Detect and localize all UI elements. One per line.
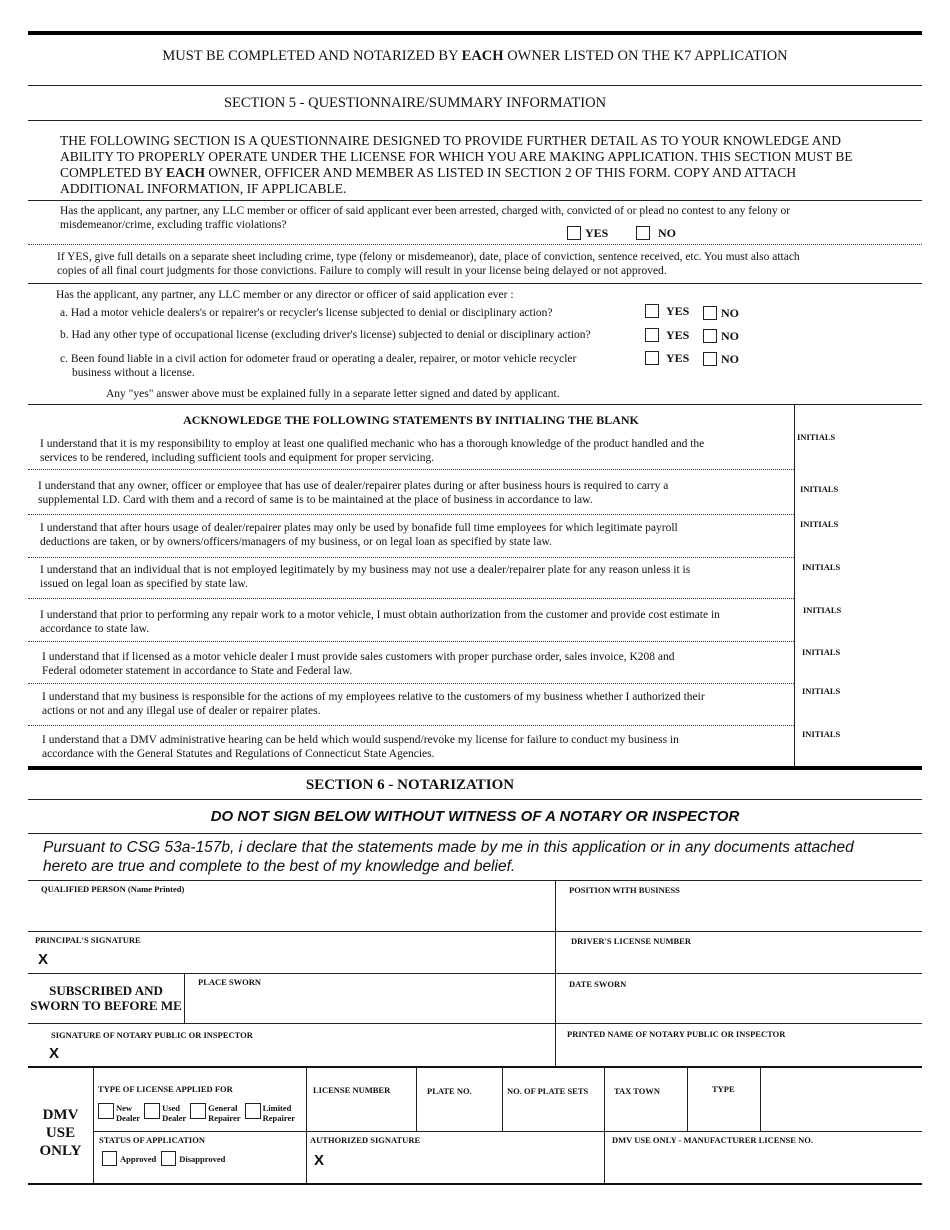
license-type-limited-repairer[interactable]	[245, 1103, 295, 1123]
disapproved-label: Disapproved	[179, 1153, 226, 1164]
no-label: NO	[721, 352, 739, 366]
general-repairer-label	[208, 1103, 240, 1123]
statement-4	[40, 563, 790, 591]
q2a-no-option[interactable]	[703, 304, 739, 322]
statement-line: I understand that any owner, officer or employee that has use of dealer/repairer plates during or after business hours is required to carry a	[38, 480, 669, 492]
q2b-yes-checkbox[interactable]	[645, 328, 659, 342]
if-yes-line: copies of all final court judgments for those convictions. Failure to comply will result in your license being delayed or not approved.	[57, 265, 667, 277]
initials-label-6: INITIALS	[802, 647, 841, 657]
principal-signature-mark: X	[38, 951, 49, 968]
column-divider	[604, 1067, 605, 1184]
column-divider	[687, 1067, 688, 1131]
rule	[28, 833, 922, 834]
statement-line: actions or not and any illegal use of dealer or repairer plates.	[42, 705, 321, 717]
declaration	[43, 838, 923, 876]
column-divider	[184, 973, 185, 1023]
manufacturer-license-field[interactable]	[610, 1148, 915, 1178]
dmv-title-line: DMV	[42, 1107, 79, 1123]
rule	[28, 283, 922, 284]
section-divider	[28, 766, 922, 770]
q1-yes-checkbox[interactable]	[567, 226, 581, 240]
license-type-used-dealer[interactable]	[144, 1103, 186, 1123]
used-dealer-label	[162, 1103, 186, 1123]
license-type-text: Repairer	[262, 1113, 295, 1123]
approved-checkbox[interactable]	[102, 1151, 117, 1166]
dmv-title-line: USE	[45, 1125, 76, 1141]
intro-text: OWNER, OFFICER AND MEMBER AS LISTED IN SECTION 2 OF THIS FORM. COPY AND ATTACH	[205, 165, 797, 180]
position-label: POSITION WITH BUSINESS	[569, 885, 680, 895]
type-of-license-label: TYPE OF LICENSE APPLIED FOR	[98, 1084, 233, 1094]
notice-text-1: MUST BE COMPLETED AND NOTARIZED BY	[162, 48, 462, 64]
declaration-line: hereto are true and complete to the best of my knowledge and belief.	[43, 858, 516, 875]
place-sworn-field[interactable]	[195, 990, 550, 1020]
dmv-use-only	[28, 1106, 93, 1160]
dotted-rule	[28, 557, 794, 558]
type-label: TYPE	[712, 1084, 735, 1094]
initials-label-5: INITIALS	[803, 605, 842, 615]
drivers-license-field[interactable]	[565, 948, 915, 972]
no-label: NO	[721, 329, 739, 343]
rule	[28, 1023, 922, 1024]
declaration-line: Pursuant to CSG 53a-157b, i declare that the statements made by me in this application or in any documents attached	[43, 839, 854, 856]
dmv-title-line: ONLY	[39, 1143, 82, 1159]
initials-label-3: INITIALS	[800, 519, 839, 529]
notary-signature-label: SIGNATURE OF NOTARY PUBLIC OR INSPECTOR	[51, 1030, 253, 1040]
approved-label: Approved	[120, 1153, 157, 1164]
section6-title: SECTION 6 - NOTARIZATION	[305, 777, 515, 793]
notary-printed-name-field[interactable]	[565, 1041, 915, 1063]
statement-5	[40, 608, 790, 636]
license-type-text: General	[208, 1103, 238, 1113]
new-dealer-label	[116, 1103, 140, 1123]
if-yes-line: If YES, give full details on a separate sheet including crime, type (felony or misdemeanor), date, place of conviction, sentence received, etc. You must also attach	[57, 251, 800, 263]
intro-text-bold: EACH	[166, 165, 206, 180]
question-1-line: misdemeanor/crime, excluding traffic violations?	[60, 219, 287, 231]
yes-label: YES	[666, 328, 690, 342]
acknowledge-title: ACKNOWLEDGE THE FOLLOWING STATEMENTS BY INITIALING THE BLANK	[183, 413, 639, 427]
subscribed-sworn	[28, 983, 184, 1013]
column-divider	[306, 1067, 307, 1184]
statement-line: I understand that an individual that is not employed legitimately by my business may not use a dealer/repairer plate for any reason unless it is	[40, 564, 691, 576]
new-dealer-checkbox[interactable]	[98, 1103, 114, 1119]
dotted-rule	[28, 598, 794, 599]
subscribed-line: SUBSCRIBED AND	[49, 983, 163, 998]
authorized-signature-field[interactable]	[330, 1148, 600, 1178]
status-label: STATUS OF APPLICATION	[99, 1135, 205, 1145]
limited-repairer-checkbox[interactable]	[245, 1103, 261, 1119]
statement-line: deductions are taken, or by owners/officers/managers of my business, or on legal loan as specified by state law.	[40, 536, 552, 548]
limited-repairer-label	[263, 1103, 295, 1123]
notice-text-2: OWNER LISTED ON THE K7 APPLICATION	[503, 48, 788, 64]
rule	[28, 200, 922, 201]
section5-intro	[60, 133, 920, 197]
if-yes-instructions	[57, 250, 922, 278]
dotted-rule	[28, 641, 794, 642]
qualified-person-label: QUALIFIED PERSON (Name Printed)	[41, 884, 185, 894]
statement-line: I understand that my business is responsible for the actions of my employees relative to the customers of my business whether I authorized their	[42, 691, 705, 703]
q2b-no-option[interactable]	[703, 327, 739, 345]
statement-line: supplemental I.D. Card with them and a record of same is to be maintained at the place of business in accordance to law.	[38, 494, 593, 506]
yes-label: YES	[666, 304, 690, 318]
date-sworn-label: DATE SWORN	[569, 979, 627, 989]
rule	[28, 85, 922, 86]
q1-no-checkbox[interactable]	[636, 226, 650, 240]
date-sworn-field[interactable]	[565, 991, 915, 1021]
statement-line: I understand that a DMV administrative hearing can be held which would suspend/revoke my license for failure to conduct my business in	[42, 734, 679, 746]
principal-signature-label: PRINCIPAL'S SIGNATURE	[35, 935, 141, 945]
place-sworn-label: PLACE SWORN	[198, 977, 262, 987]
q2c-yes-option[interactable]	[645, 349, 689, 367]
license-type-general-repairer[interactable]	[190, 1103, 240, 1123]
statement-6	[42, 650, 792, 678]
initials-column-divider	[794, 404, 795, 768]
q2c-no-checkbox[interactable]	[703, 352, 717, 366]
position-field[interactable]	[565, 897, 915, 929]
statement-8	[42, 733, 792, 761]
dotted-rule	[28, 725, 794, 726]
column-divider	[416, 1067, 417, 1131]
license-type-text: Limited	[262, 1103, 292, 1113]
dotted-rule	[28, 514, 794, 515]
status-options	[102, 1151, 225, 1166]
rule	[28, 799, 922, 800]
authorized-signature-mark: X	[314, 1152, 325, 1169]
rule	[28, 931, 922, 932]
license-type-text: Dealer	[162, 1113, 187, 1123]
statement-line: issued on legal loan as specified by state law.	[40, 578, 248, 590]
statement-line: accordance to state law.	[40, 623, 150, 635]
owner-notice	[0, 49, 950, 64]
plate-no-label: PLATE NO.	[427, 1086, 472, 1096]
q2a-no-checkbox[interactable]	[703, 306, 717, 320]
tax-town-label: TAX TOWN	[614, 1086, 661, 1096]
general-repairer-checkbox[interactable]	[190, 1103, 206, 1119]
license-type-options	[98, 1103, 295, 1123]
license-type-text: Dealer	[116, 1113, 141, 1123]
statement-3	[40, 521, 790, 549]
initials-label-4: INITIALS	[802, 562, 841, 572]
question-2a: a. Had a motor vehicle dealers's or repairer's or recycler's license subjected to denial or disciplinary action?	[60, 307, 553, 319]
statement-line: I understand that if licensed as a motor vehicle dealer I must provide sales customers with proper purchase order, sales invoice, K208 and	[42, 651, 675, 663]
top-rule	[28, 31, 922, 35]
section5-title: SECTION 5 - QUESTIONNAIRE/SUMMARY INFORMATION	[223, 95, 607, 111]
statement-line: services to be rendered, including sufficient tools and equipment for proper servicing.	[40, 452, 435, 464]
statement-line: I understand that after hours usage of dealer/repairer plates may only be used by bonafide full time employees for which legitimate payroll	[40, 522, 678, 534]
notice-text-bold: EACH	[461, 48, 504, 64]
notary-signature-field[interactable]	[66, 1042, 551, 1064]
rule	[28, 973, 922, 974]
license-number-label: LICENSE NUMBER	[313, 1085, 391, 1095]
yes-label: YES	[585, 226, 609, 240]
q1-yes-option[interactable]	[567, 224, 608, 242]
question-2c-line: c. Been found liable in a civil action for odometer fraud or operating a dealer, repairer, or motor vehicle recycler	[60, 353, 577, 365]
yes-answer-note: Any "yes" answer above must be explained fully in a separate letter signed and dated by applicant.	[106, 388, 560, 400]
rule	[28, 1066, 922, 1068]
column-divider	[502, 1067, 503, 1131]
notary-warning: DO NOT SIGN BELOW WITHOUT WITNESS OF A NOTARY OR INSPECTOR	[210, 808, 740, 825]
rule	[28, 404, 922, 405]
intro-line: ADDITIONAL INFORMATION, IF APPLICABLE.	[60, 181, 347, 196]
notary-printed-name-label: PRINTED NAME OF NOTARY PUBLIC OR INSPECTOR	[567, 1029, 786, 1039]
column-divider	[760, 1067, 761, 1131]
dotted-rule	[28, 244, 922, 245]
intro-line	[60, 165, 920, 181]
rule	[28, 880, 922, 881]
q2a-yes-checkbox[interactable]	[645, 304, 659, 318]
statement-line: Federal odometer statement in accordance to State and Federal law.	[42, 665, 353, 677]
disapproved-checkbox[interactable]	[161, 1151, 176, 1166]
bottom-rule	[28, 1183, 922, 1185]
license-type-text: Used	[162, 1103, 181, 1113]
initials-label-1: INITIALS	[797, 432, 836, 442]
yes-label: YES	[666, 351, 690, 365]
statement-1	[40, 437, 790, 465]
column-divider	[93, 1067, 94, 1184]
plate-sets-label: NO. OF PLATE SETS	[507, 1086, 589, 1096]
q1-no-option[interactable]	[636, 224, 676, 242]
principal-signature-field[interactable]	[56, 947, 551, 971]
initials-label-8: INITIALS	[802, 729, 841, 739]
statement-line: I understand that prior to performing any repair work to a motor vehicle, I must obtain authorization from the customer and provide cost estimate in	[40, 609, 720, 621]
dotted-rule	[28, 469, 794, 470]
notary-signature-mark: X	[49, 1045, 60, 1062]
intro-line: THE FOLLOWING SECTION IS A QUESTIONNAIRE DESIGNED TO PROVIDE FURTHER DETAIL AS TO YOUR KNOWLEDGE AND	[60, 133, 841, 148]
subscribed-line: SWORN TO BEFORE ME	[30, 998, 182, 1013]
dotted-rule	[28, 683, 794, 684]
q2b-no-checkbox[interactable]	[703, 329, 717, 343]
question-2c	[60, 352, 576, 380]
no-label: NO	[721, 306, 739, 320]
rule	[28, 120, 922, 121]
intro-line: ABILITY TO PROPERLY OPERATE UNDER THE LICENSE FOR WHICH YOU ARE MAKING APPLICATION. THIS SECTION MUST BE	[60, 149, 853, 164]
no-label: NO	[658, 226, 676, 240]
question-1	[60, 204, 920, 232]
used-dealer-checkbox[interactable]	[144, 1103, 160, 1119]
statement-line: accordance with the General Statutes and Regulations of Connecticut State Agencies.	[42, 748, 435, 760]
q2c-no-option[interactable]	[703, 350, 739, 368]
drivers-license-label: DRIVER'S LICENSE NUMBER	[571, 936, 691, 946]
initials-label-7: INITIALS	[802, 686, 841, 696]
question-1-line: Has the applicant, any partner, any LLC member or officer of said applicant ever been arrested, charged with, convicted of or plead no contest to any felony or	[60, 205, 791, 217]
question-2b: b. Had any other type of occupational license (excluding driver's license) subjected to denial or disciplinary action?	[60, 329, 591, 341]
statement-7	[42, 690, 792, 718]
statement-line: I understand that it is my responsibility to employ at least one qualified mechanic who has a thorough knowledge of the product handled and the	[40, 438, 705, 450]
rule	[93, 1131, 922, 1132]
q2b-yes-option[interactable]	[645, 326, 689, 344]
license-type-new-dealer[interactable]	[98, 1103, 140, 1123]
license-type-text: New	[116, 1103, 133, 1113]
q2a-yes-option[interactable]	[645, 302, 689, 320]
question-2c-line: business without a license.	[72, 367, 195, 379]
intro-text: COMPLETED BY	[60, 165, 167, 180]
question-2-intro: Has the applicant, any partner, any LLC member or any director or officer of said application ever :	[56, 289, 514, 301]
manufacturer-license-label: DMV USE ONLY - MANUFACTURER LICENSE NO.	[612, 1135, 813, 1145]
initials-label-2: INITIALS	[800, 484, 839, 494]
authorized-signature-label: AUTHORIZED SIGNATURE	[310, 1135, 421, 1145]
q2c-yes-checkbox[interactable]	[645, 351, 659, 365]
statement-2	[38, 479, 788, 507]
qualified-person-field[interactable]	[40, 896, 550, 928]
license-type-text: Repairer	[208, 1113, 241, 1123]
